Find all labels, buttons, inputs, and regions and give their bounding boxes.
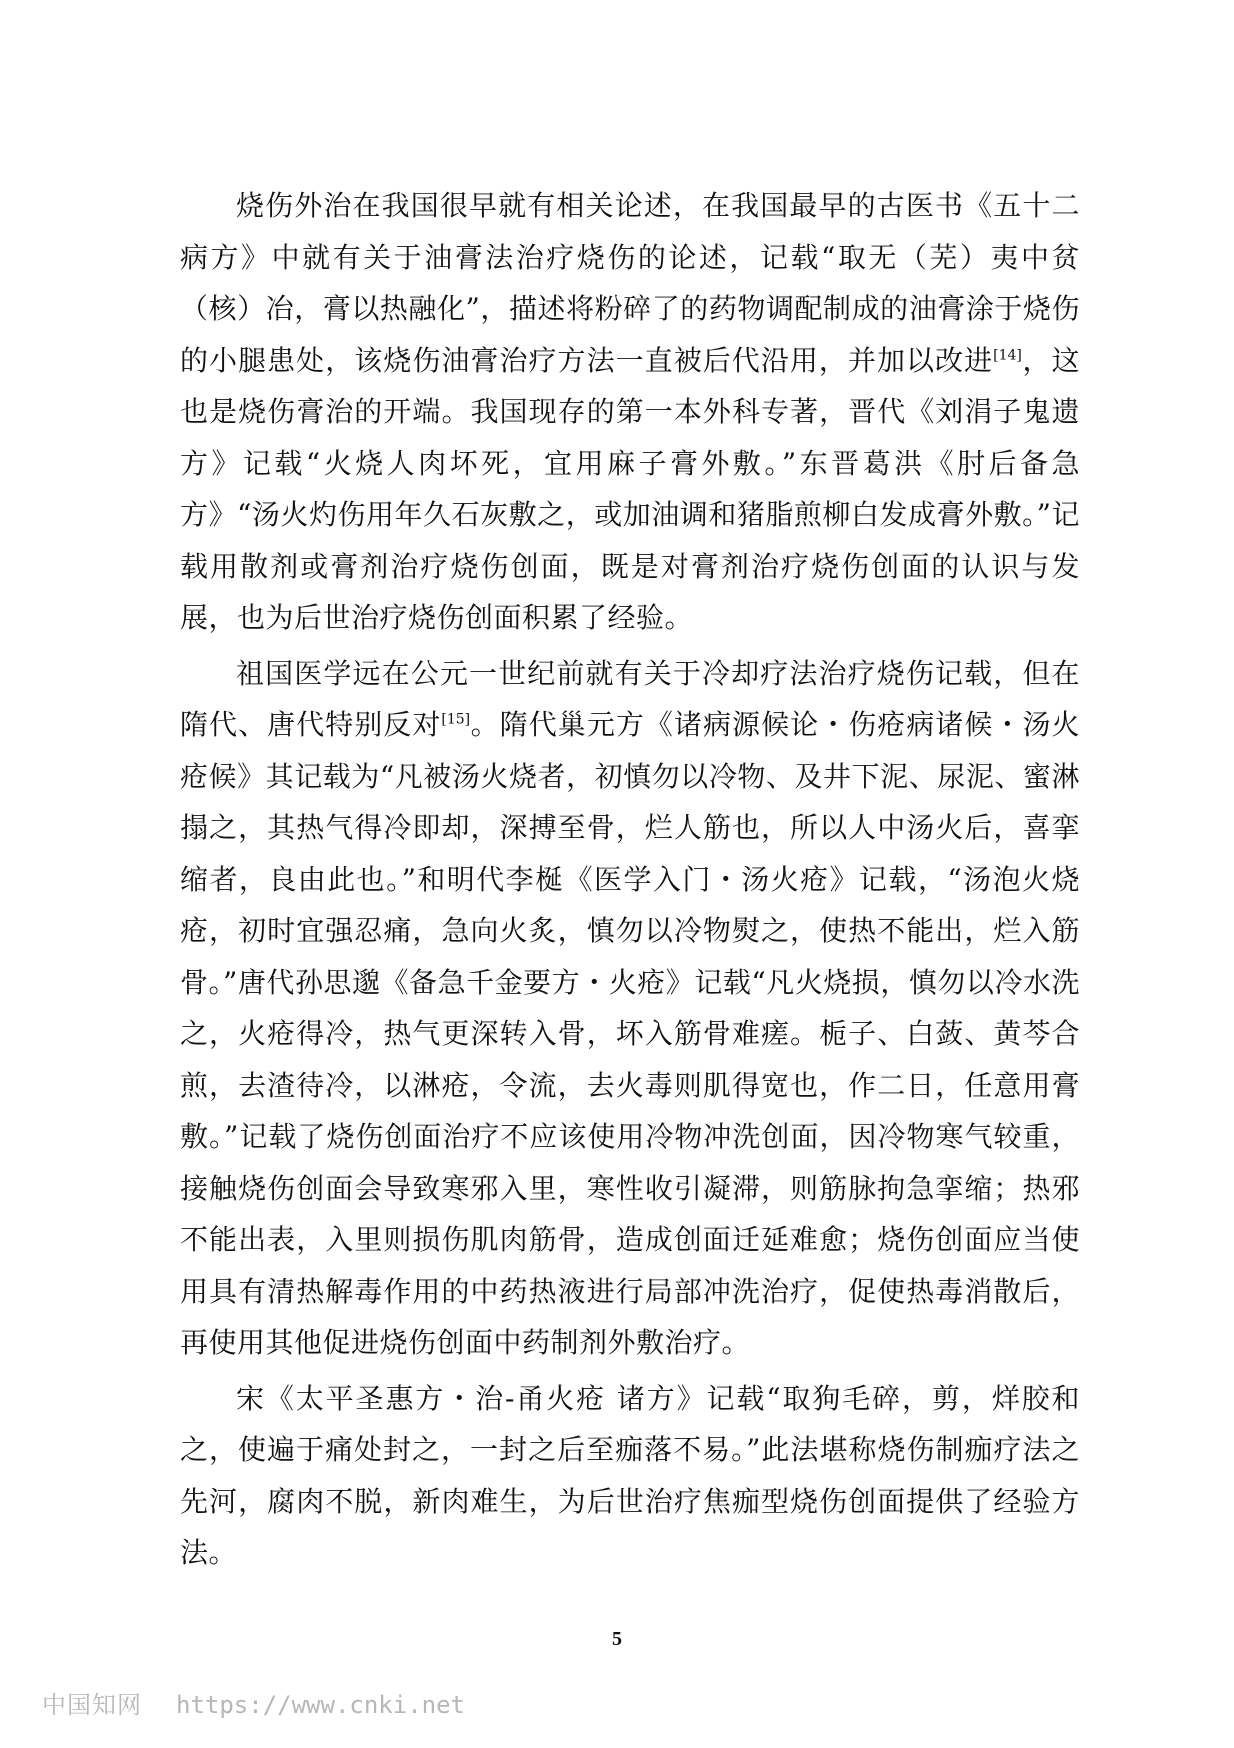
paragraph-1 (180, 180, 1080, 644)
body-text (180, 180, 1080, 1583)
paragraph-text: 祖国医学远在公元一世纪前就有关于冷却疗法治疗烧伤记载，但在隋代、唐代特别反对 (180, 656, 1080, 741)
paragraph-text: ，这也是烧伤膏治的开端。我国现存的第一本外科专著，晋代《刘涓子鬼遗方》记载“火烧人肉坏死，宜用麻子膏外敷。”东晋葛洪《肘后备急方》“汤火灼伤用年久石灰敷之，或加油调和猪脂煎柳白发成膏外敷。”记载用散剂或膏剂治疗烧伤创面，既是对膏剂治疗烧伤创面的认识与发展，也为后世治疗烧伤创面积累了经验。 (180, 343, 1080, 634)
watermark-url: https://www.cnki.net (176, 1691, 465, 1719)
citation-marker: [15] (441, 711, 471, 728)
paragraph-text: 烧伤外治在我国很早就有相关论述，在我国最早的古医书《五十二病方》中就有关于油膏法治疗烧伤的论述，记载“取无（芜）夷中贫（核）冶，膏以热融化”，描述将粉碎了的药物调配制成的油膏涂于烧伤的小腿患处，该烧伤油膏治疗方法一直被后代沿用，并加以改进 (180, 189, 1080, 377)
paragraph-3 (180, 1373, 1080, 1579)
watermark-name: 中国知网 (42, 1691, 142, 1719)
paragraph-text: 。隋代巢元方《诸病源候论・伤疮病诸候・汤火疮候》其记载为“凡被汤火烧者，初慎勿以冷物、及井下泥、尿泥、蜜淋搨之，其热气得冷即却，深搏至骨，烂人筋也，所以人中汤火后，喜挛缩者，良由此也。”和明代李梴《医学入门・汤火疮》记载，“汤泡火烧疮，初时宜强忍痛，急向火炙，慎勿以冷物熨之，使热不能出，烂入筋骨。”唐代孙思邈《备急千金要方・火疮》记载“凡火烧损，慎勿以冷水洗之，火疮得冷，热气更深转入骨，坏入筋骨难瘥。栀子、白蔹、黄芩合煎，去渣待冷，以淋疮，令流，去火毒则肌得宽也，作二日，任意用膏敷。”记载了烧伤创面治疗不应该使用冷物冲洗创面，因冷物寒气较重，接触烧伤创面会导致寒邪入里，寒性收引凝滞，则筋脉拘急挛缩；热邪不能出表，入里则损伤肌肉筋骨，造成创面迁延难愈；烧伤创面应当使用具有清热解毒作用的中药热液进行局部冲洗治疗，促使热毒消散后，再使用其他促进烧伤创面中药制剂外敷治疗。 (180, 708, 1080, 1359)
page-number: 5 (612, 1628, 622, 1650)
paragraph-2 (180, 648, 1080, 1369)
paragraph-text: 宋《太平圣惠方・治-甬火疮 诸方》记载“取狗毛碎，剪，烊胶和之，使遍于痛处封之，一封之后至痂落不易。”此法堪称烧伤制痂疗法之先河，腐肉不脱，新肉难生，为后世治疗焦痂型烧伤创面提供了经验方法。 (180, 1381, 1080, 1569)
citation-marker: [14] (993, 347, 1022, 364)
cnki-watermark (42, 1685, 465, 1720)
